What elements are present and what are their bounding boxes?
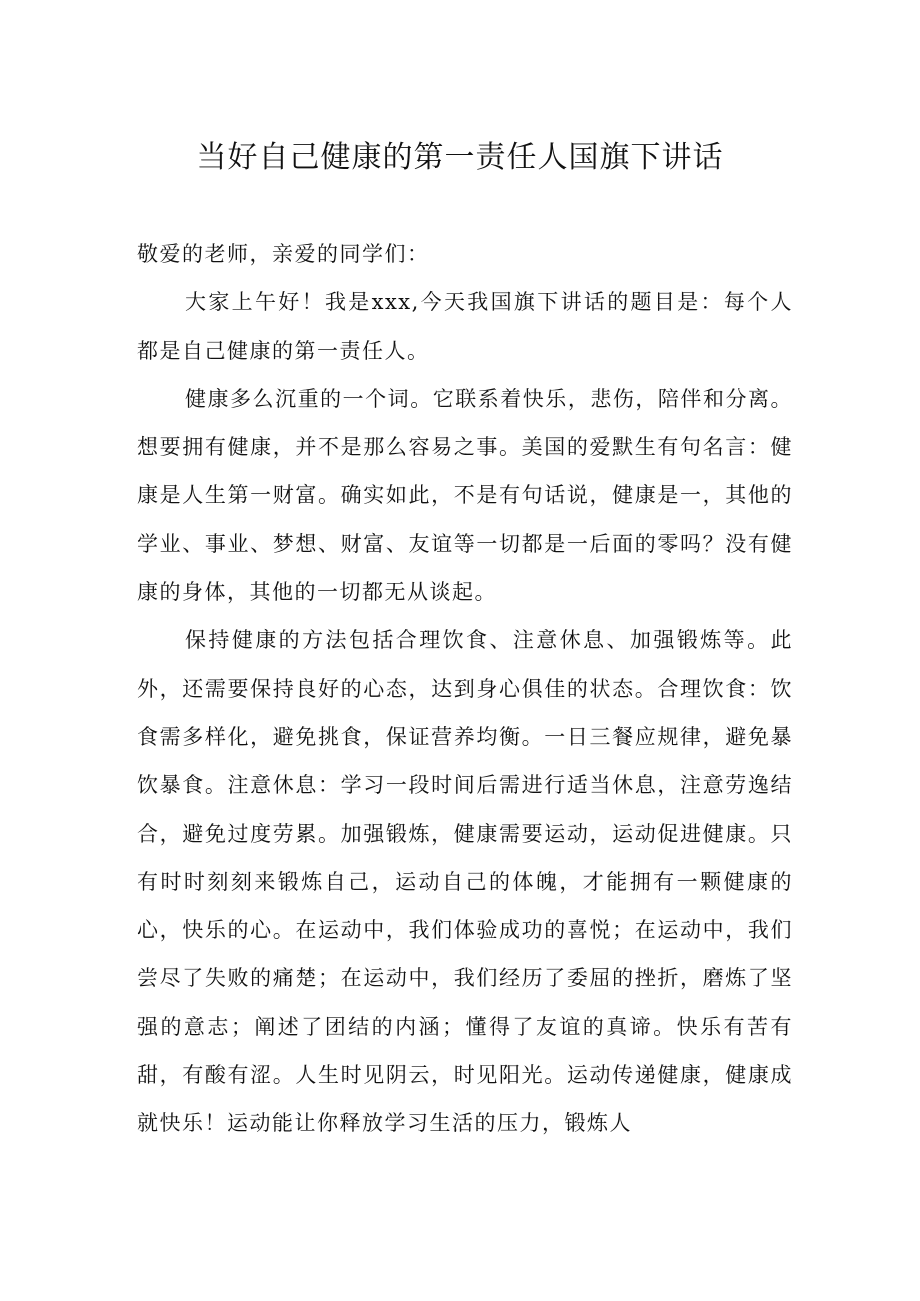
salutation: 敬爱的老师，亲爱的同学们：: [137, 242, 430, 266]
paragraph-greeting: 大家上午好！我是xxx,今天我国旗下讲话的题目是：每个人都是自己健康的第一责任人。: [137, 290, 793, 363]
paragraph-health-meaning: 健康多么沉重的一个词。它联系着快乐，悲伤，陪伴和分离。想要拥有健康，并不是那么容易之事。美国的爱默生有句名言：健康是人生第一财富。确实如此，不是有句话说，健康是一，其他的学业、事业、梦想、财富、友谊等一切都是一后面的零吗？没有健康的身体，其他的一切都无从谈起。: [137, 386, 793, 605]
paragraph-health-methods: 保持健康的方法包括合理饮食、注意休息、加强锻炼等。此外，还需要保持良好的心态，达到身心俱佳的状态。合理饮食：饮食需多样化，避免挑食，保证营养均衡。一日三餐应规律，避免暴饮暴食。注意休息：学习一段时间后需进行适当休息，注意劳逸结合，避免过度劳累。加强锻炼，健康需要运动，运动促进健康。只有时时刻刻来锻炼自己，运动自己的体魄，才能拥有一颗健康的心，快乐的心。在运动中，我们体验成功的喜悦；在运动中，我们尝尽了失败的痛楚；在运动中，我们经历了委屈的挫折，磨炼了坚强的意志；阐述了团结的内涵；懂得了友谊的真谛。快乐有苦有甜，有酸有涩。人生时见阴云，时见阳光。运动传递健康，健康成就快乐！运动能让你释放学习生活的压力，锻炼人: [137, 628, 793, 1136]
document-title: 当好自己健康的第一责任人国旗下讲话: [196, 140, 724, 175]
document-body: [137, 230, 793, 1148]
